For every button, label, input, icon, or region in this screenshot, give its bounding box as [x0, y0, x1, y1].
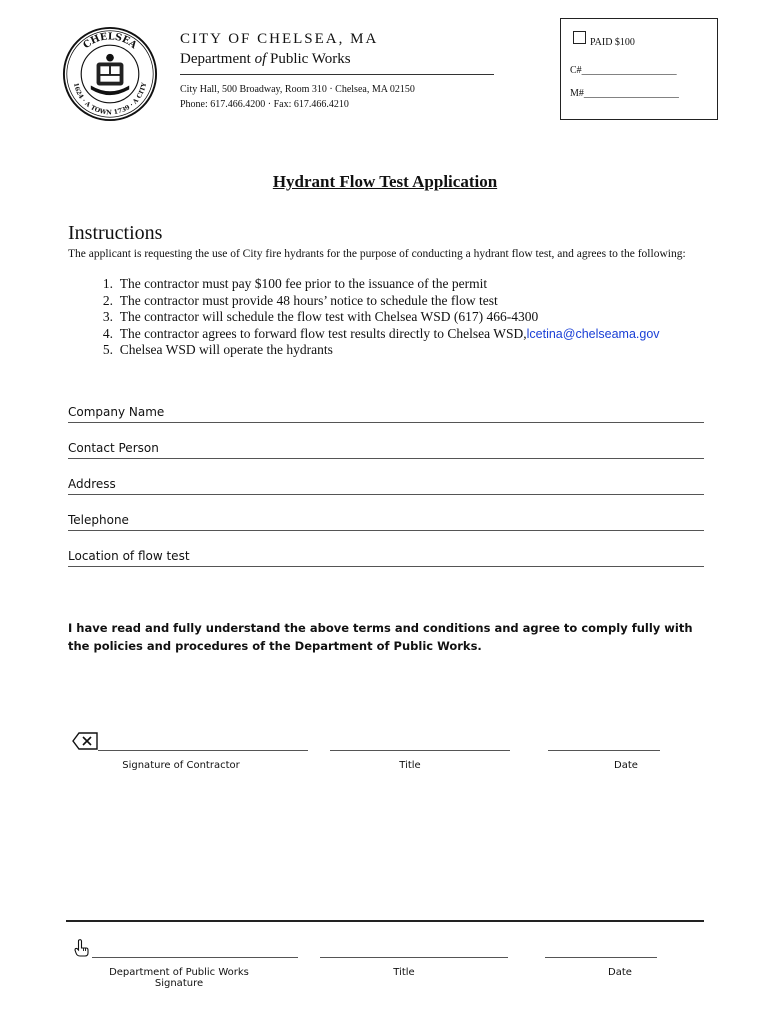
- address-field[interactable]: [68, 477, 704, 495]
- instructions-intro: The applicant is requesting the use of City fire hydrants for the purpose of conducting a hydrant flow test, and agrees to the following:: [68, 248, 686, 260]
- dpw-date-line[interactable]: [545, 957, 657, 958]
- list-item: [68, 326, 660, 343]
- city-name: CITY OF CHELSEA, MA: [180, 31, 379, 47]
- field-label: Contact Person: [68, 441, 159, 455]
- list-item: [68, 293, 660, 310]
- m-number-field[interactable]: M#___________________: [570, 88, 679, 99]
- instructions-heading: Instructions: [68, 222, 163, 244]
- department-suffix: Public Works: [266, 51, 351, 67]
- contractor-date-line[interactable]: [548, 750, 660, 751]
- dpw-title-label: Title: [393, 967, 415, 978]
- dpw-signature-line[interactable]: [92, 957, 298, 958]
- item-text: The contractor will schedule the flow test with Chelsea WSD (617) 466-4300: [119, 309, 539, 325]
- instructions-list: [68, 276, 660, 359]
- location-field[interactable]: [68, 549, 704, 567]
- agreement-statement: I have read and fully understand the above terms and conditions and agree to comply fully with the policies and procedures of the Department of Public Works.: [68, 621, 693, 653]
- department-of: of: [254, 51, 267, 67]
- c-number-field[interactable]: C#___________________: [570, 65, 677, 76]
- item-text: The contractor agrees to forward flow test results directly to Chelsea WSD,: [119, 325, 527, 341]
- letterhead-rule: [180, 74, 494, 75]
- form-title: Hydrant Flow Test Application: [272, 172, 498, 191]
- department-name: [180, 51, 351, 68]
- contractor-signature-line[interactable]: [98, 750, 308, 751]
- contact-person-field[interactable]: [68, 441, 704, 459]
- city-seal-icon: [62, 26, 158, 122]
- sign-here-x-icon: [72, 732, 98, 750]
- item-number: 4.: [102, 325, 113, 341]
- paid-box: [560, 18, 718, 120]
- contractor-title-line[interactable]: [330, 750, 510, 751]
- list-item: [68, 342, 660, 359]
- item-text: The contractor must provide 48 hours’ notice to schedule the flow test: [119, 292, 498, 308]
- section-divider: [66, 920, 704, 922]
- item-number: 2.: [102, 292, 113, 308]
- item-number: 5.: [102, 342, 113, 358]
- contractor-signature-label: Signature of Contractor: [122, 760, 240, 771]
- dpw-signature-label: Department of Public Works Signature: [109, 967, 249, 989]
- department-prefix: Department: [180, 51, 255, 67]
- email-link[interactable]: lcetina@chelseama.gov: [526, 326, 660, 341]
- address-line: City Hall, 500 Broadway, Room 310 · Chelsea, MA 02150: [180, 84, 415, 95]
- phone-line: Phone: 617.466.4200 · Fax: 617.466.4210: [180, 99, 349, 110]
- item-text: The contractor must pay $100 fee prior to the issuance of the permit: [119, 276, 488, 291]
- svg-text:CHELSEA: CHELSEA: [81, 31, 139, 52]
- paid-label: PAID $100: [590, 37, 635, 48]
- company-name-field[interactable]: [68, 405, 704, 423]
- field-label: Location of flow test: [68, 549, 190, 563]
- pointing-hand-icon: [72, 938, 92, 958]
- item-number: 3.: [102, 309, 113, 325]
- contractor-title-label: Title: [399, 760, 421, 771]
- paid-checkbox[interactable]: [573, 31, 586, 44]
- list-item: [68, 276, 660, 293]
- field-label: Address: [68, 477, 116, 491]
- dpw-title-line[interactable]: [320, 957, 508, 958]
- field-label: Company Name: [68, 405, 165, 419]
- item-number: 1.: [102, 276, 113, 291]
- field-label: Telephone: [68, 513, 129, 527]
- list-item: [68, 309, 660, 326]
- dpw-date-label: Date: [608, 967, 632, 978]
- item-text: Chelsea WSD will operate the hydrants: [119, 342, 333, 358]
- svg-text:1624 · A TOWN 1739 · A CITY: 1624 · A TOWN 1739 · A CITY: [71, 82, 149, 117]
- contractor-date-label: Date: [614, 760, 638, 771]
- telephone-field[interactable]: [68, 513, 704, 531]
